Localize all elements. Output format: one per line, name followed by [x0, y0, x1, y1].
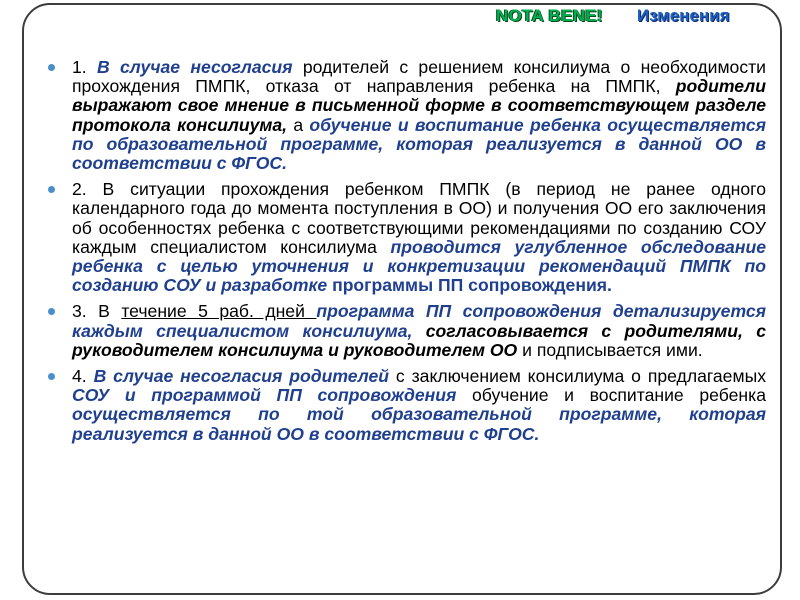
emphasis-text: согласовывается с родителями, с руководителем консилиума и руководителем ОО	[72, 320, 767, 360]
nota-bene-label: NOTA BENE!	[496, 6, 603, 25]
body-text	[412, 321, 425, 341]
emphasis-text: программы ПП сопровождения.	[332, 275, 612, 296]
list-item	[48, 58, 766, 173]
body-text: 2. В ситуации прохождения ребенком ПМПК (в период не ранее одного календарного года до момента поступления в ОО) и получения ОО его заключения об особенностях ребенка с соответствующими рекомендациями по созданию СОУ каждым специалистом консилиума	[72, 179, 766, 257]
body-text: родителей с решением консилиума о необходимости прохождения ПМПК, отказа от направления ребенка на ПМПК,	[72, 57, 767, 97]
list-item-text	[72, 57, 766, 173]
body-text: 1.	[72, 57, 97, 77]
emphasis-text: проводится углубленное обследование ребенка с целью уточнения и конкретизации рекомендаций ПМПК по созданию СОУ и разработке	[72, 236, 766, 296]
list-item	[48, 367, 766, 444]
list-item-text	[72, 179, 766, 295]
list-item-text	[72, 366, 766, 444]
bullet-icon	[48, 64, 55, 71]
body-text: а	[287, 114, 310, 135]
changes-label: Изменения	[636, 6, 730, 25]
emphasis-text: программа ПП сопровождения детализируется каждым специалистом консилиума,	[72, 301, 766, 341]
bullet-list	[48, 58, 766, 451]
emphasis-text: осуществляется по той образовательной программе, которая реализуется в данной ОО в соответствии с ФГОС.	[72, 404, 766, 444]
list-item	[48, 302, 766, 360]
emphasis-text: В случае несогласия родителей	[93, 366, 390, 387]
emphasis-text: СОУ и программой ПП сопровождения	[72, 385, 457, 406]
emphasis-text: течение 5 раб. дней	[121, 301, 317, 322]
bullet-icon	[48, 186, 55, 193]
list-item-text	[72, 301, 766, 359]
emphasis-text: В случае несогласия	[96, 57, 293, 77]
bullet-icon	[48, 308, 55, 315]
body-text: обучение и воспитание ребенка	[456, 385, 766, 406]
slide-header	[496, 6, 730, 26]
emphasis-text: обучение и воспитание ребенка осуществляется по образовательной программе, которая реализуется в данной ОО в соответствии с ФГОС.	[72, 114, 767, 174]
body-text: с заключением консилиума о предлагаемых	[389, 366, 767, 387]
emphasis-text: родители выражают свое мнение в письменной форме в соответствующем разделе протокола консилиума,	[72, 76, 766, 135]
body-text: и подписывается ими.	[517, 339, 703, 360]
list-item	[48, 180, 766, 295]
body-text: 4.	[72, 366, 94, 387]
bullet-icon	[48, 373, 55, 380]
body-text: 3. В	[72, 301, 122, 322]
